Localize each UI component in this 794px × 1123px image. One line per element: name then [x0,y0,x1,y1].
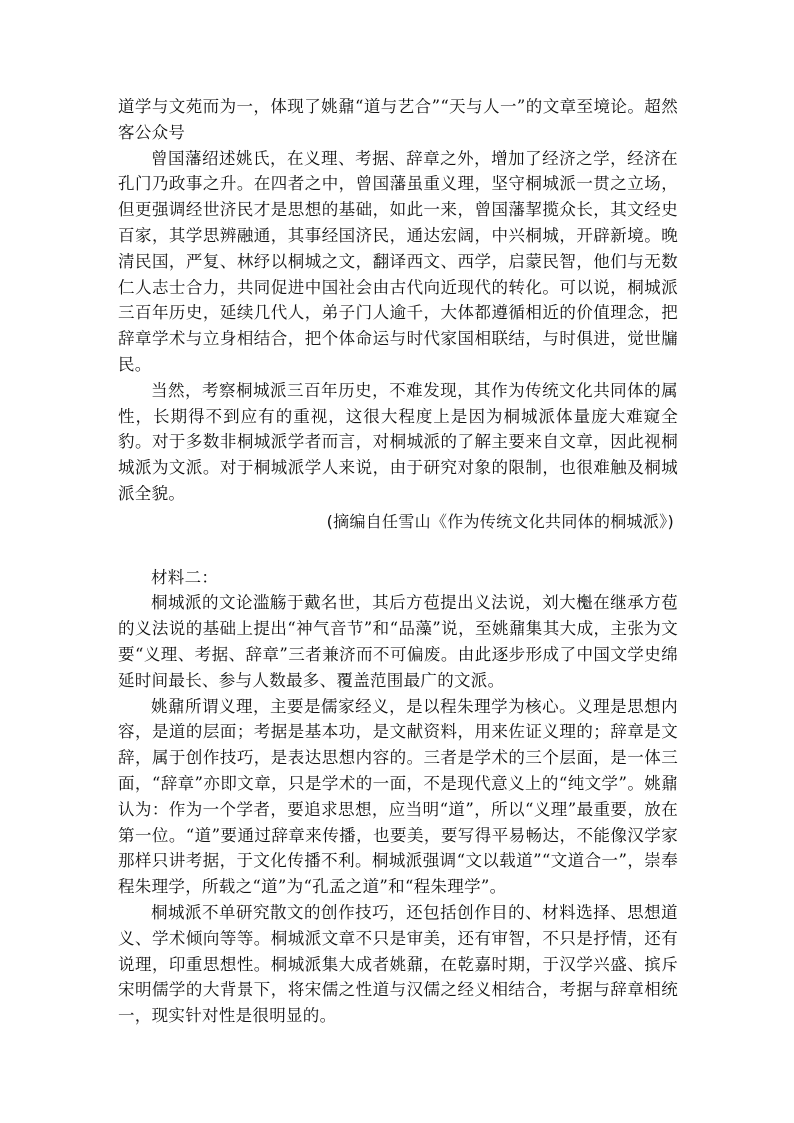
paragraph-research-scope: 桐城派不单研究散文的创作技巧，还包括创作目的、材料选择、思想道义、学术倾向等等。桐城派文章不只是审美，还有审智，不只是抒情，还有说理，印重思想性。桐城派集大成者姚鼐，在乾嘉时期，于汉学兴盛、摈斥宋明儒学的大背景下，将宋儒之性道与汉儒之经义相结合，考据与辞章相统一，现实针对性是很明显的。 [118,902,678,1026]
document-page [118,94,678,1029]
source-citation: (摘编自任雪山《作为传统文化共同体的桐城派》) [326,511,674,531]
paragraph-origin: 桐城派的文论滥觞于戴名世，其后方苞提出义法说，刘大櫆在继承方苞的义法说的基础上提出“神气音节”和“品藻”说，至姚鼐集其大成，主张为文要“义理、考据、辞章”三者兼济而不可偏废。由此逐步形成了中国文学史绵延时间最长、参与人数最多、覆盖范围最广的文派。 [118,593,678,690]
paragraph-cultural-community: 当然，考察桐城派三百年历史，不难发现，其作为传统文化共同体的属性，长期得不到应有的重视，这很大程度上是因为桐城派体量庞大难窥全豹。对于多数非桐城派学者而言，对桐城派的了解主要来自文章，因此视桐城派为文派。对于桐城派学人来说，由于研究对象的限制，也很难触及桐城派全貌。 [118,380,678,503]
material-two-label: 材料二： [151,567,219,587]
paragraph-zeng-guofan: 曾国藩绍述姚氏，在义理、考据、辞章之外，增加了经济之学，经济在孔门乃政事之升。在四者之中，曾国藩虽重义理，坚守桐城派一贯之立场，但更强调经世济民才是思想的基础，如此一来，曾国藩挈揽众长，其文经史百家，其学思辨融通，其事经国济民，通达宏阔，中兴桐城，开辟新境。晚清民国，严复、林纾以桐城之文，翻译西文、西学，启蒙民智，他们与无数仁人志士合力，共同促进中国社会由古代向近现代的转化。可以说，桐城派三百年历史，延续几代人，弟子门人逾千，大体都遵循相近的价值理念，把辞章学术与立身相结合，把个体命运与时代家国相联结，与时俱进，觉世牖民。 [118,148,678,374]
spacer [118,535,678,561]
paragraph-yili: 姚鼐所谓义理，主要是儒家经义，是以程朱理学为核心。义理是思想内容，是道的层面；考据是基本功，是文献资料，用来佐证义理的；辞章是文辞，属于创作技巧，是表达思想内容的。三者是学术的三个层面，是一体三面，“辞章”亦即文章，只是学术的一面，不是现代意义上的“纯文学”。姚鼐认为：作为一个学者，要追求思想，应当明“道”，所以“义理”最重要，放在第一位。“道”要通过辞章来传播，也要美，要写得平易畅达，不能像汉学家那样只讲考据，于文化传播不利。桐城派强调“文以载道”“文道合一”，崇奉程朱理学，所载之“道”为“孔孟之道”和“程朱理学”。 [118,696,678,897]
paragraph-continuation: 道学与文苑而为一，体现了姚鼐“道与艺合”“天与人一”的文章至境论。超然客公众号 [118,97,678,142]
